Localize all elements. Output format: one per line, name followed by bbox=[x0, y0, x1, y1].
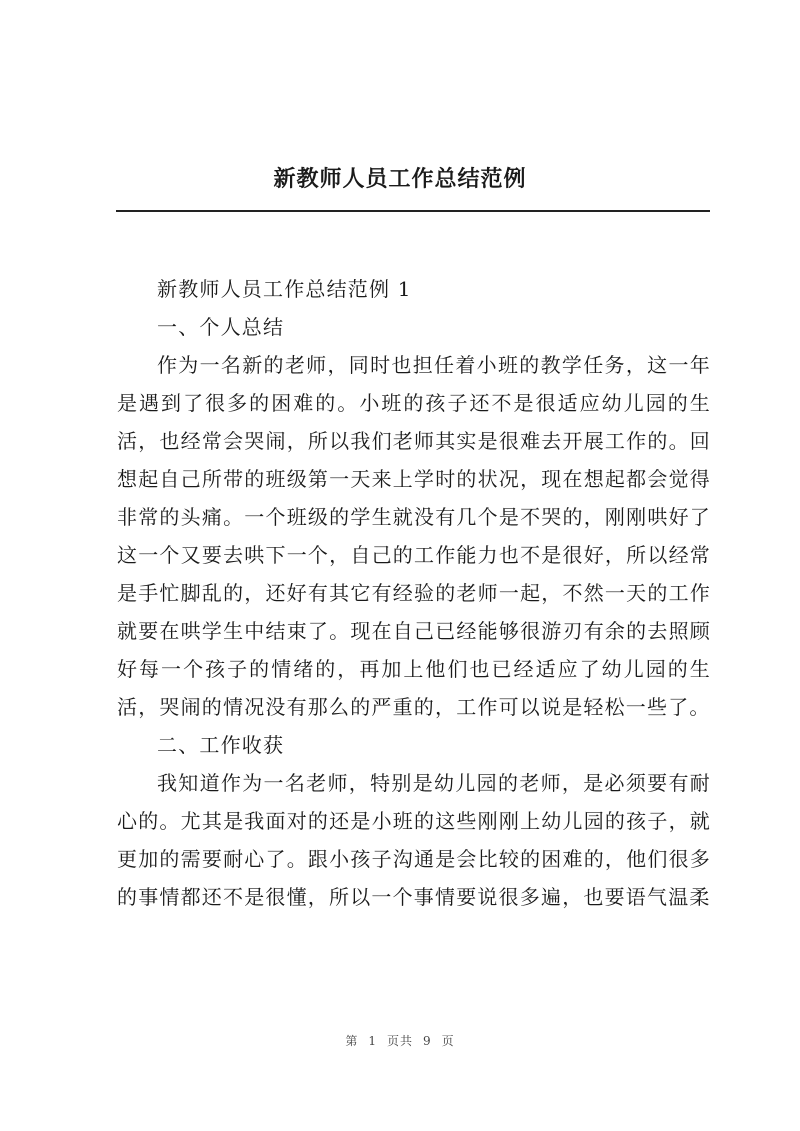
footer-suffix: 页 bbox=[441, 1034, 455, 1048]
footer-total-pages: 9 bbox=[423, 1034, 432, 1048]
footer-middle: 页共 bbox=[386, 1034, 413, 1048]
title-underline bbox=[116, 210, 710, 212]
section-heading-personal-summary: 一、个人总结 bbox=[157, 315, 285, 339]
footer-current-page: 1 bbox=[368, 1034, 377, 1048]
section-heading-work-gains: 二、工作收获 bbox=[157, 733, 285, 757]
paragraph-work-gains: 我知道作为一名老师，特别是幼儿园的老师，是必须要有耐心的。尤其是我面对的还是小班的这些刚刚上幼儿园的孩子，就更加的需要耐心了。跟小孩子沟通是会比较的困难的，他们很多的事情都还不是很懂，所以一个事情要说很多遍，也要语气温柔 bbox=[117, 771, 711, 909]
paragraph-personal-summary: 作为一名新的老师，同时也担任着小班的教学任务，这一年是遇到了很多的困难的。小班的孩子还不是很适应幼儿园的生活，也经常会哭闹，所以我们老师其实是很难去开展工作的。回想起自己所带的班级第一天来上学时的状况，现在想起都会觉得非常的头痛。一个班级的学生就没有几个是不哭的，刚刚哄好了这一个又要去哄下一个，自己的工作能力也不是很好，所以经常是手忙脚乱的，还好有其它有经验的老师一起，不然一天的工作就要在哄学生中结束了。现在自己已经能够很游刃有余的去照顾好每一个孩子的情绪的，再加上他们也已经适应了幼儿园的生活，哭闹的情况没有那么的严重的，工作可以说是轻松一些了。 bbox=[117, 353, 711, 719]
document-body bbox=[117, 270, 711, 916]
document-title: 新教师人员工作总结范例 bbox=[273, 166, 527, 192]
page-footer bbox=[0, 1032, 800, 1049]
section-heading-main: 新教师人员工作总结范例 1 bbox=[157, 277, 412, 301]
footer-prefix: 第 bbox=[345, 1034, 359, 1048]
